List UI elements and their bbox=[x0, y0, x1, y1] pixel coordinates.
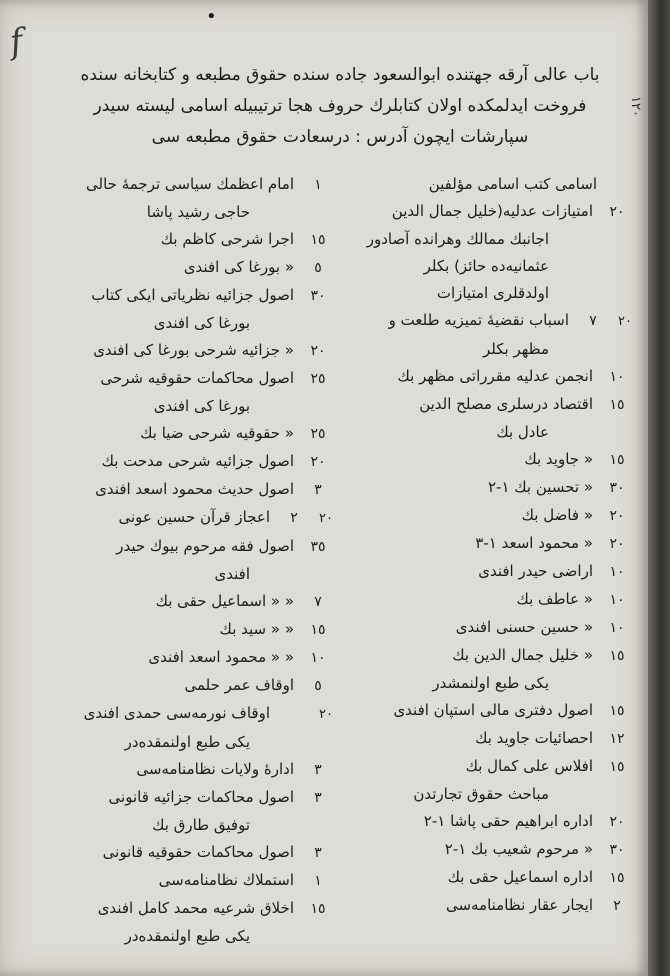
book-entry-row bbox=[312, 669, 637, 696]
book-entry-text: « فاضل بك bbox=[521, 506, 593, 524]
book-entry-text: امتیازات عدلیه(خلیل جمال الدین bbox=[391, 202, 593, 220]
price-number: ٣٥ bbox=[310, 539, 326, 555]
book-entry-row bbox=[38, 309, 338, 336]
price-number: ١٠ bbox=[609, 620, 625, 636]
book-entry-text: اصول محاکمات حقوقیه قانونی bbox=[102, 843, 294, 861]
book-entry-text: بورغا کی افندی bbox=[153, 314, 250, 332]
book-entry-text: استملاك نظامنامه‌سی bbox=[158, 871, 294, 889]
book-entry-text: « بورغا کی افندی bbox=[183, 258, 294, 276]
book-entry-row bbox=[38, 615, 338, 643]
book-entry-row bbox=[312, 891, 637, 919]
book-entry-text: اقتصاد درسلری مصلح الدین bbox=[419, 395, 593, 413]
book-entry-row bbox=[38, 671, 338, 699]
price-number: ١٢ bbox=[609, 731, 625, 747]
price-number: ٥ bbox=[314, 678, 322, 694]
book-entry-text: انجمن عدلیه مقرراتی مظهر بك bbox=[397, 367, 593, 385]
book-entry-text: اجرا شرحی کاظم بك bbox=[160, 230, 294, 248]
column-heading-text: اسامی کتب اسامی مؤلفین bbox=[428, 175, 597, 193]
left-book-column bbox=[38, 170, 338, 949]
book-entry-text: اداره اسماعیل حقی بك bbox=[447, 868, 593, 886]
book-entry-text: « حقوقیه شرحی ضیا بك bbox=[140, 424, 294, 442]
book-entry-row bbox=[38, 364, 338, 392]
book-entry-row bbox=[312, 724, 637, 752]
book-entry-text: یکی طبع اولنمقده‌در bbox=[124, 927, 250, 945]
price-number: ١٥ bbox=[609, 648, 625, 664]
book-entry-text: « تحسین بك ١-٢ bbox=[487, 478, 593, 496]
book-entry-row bbox=[38, 587, 338, 615]
book-entry-row bbox=[38, 336, 338, 364]
price-number: ٣ bbox=[314, 790, 322, 806]
header-line: باب عالی آرقه جهتنده ابوالسعود جاده سنده حقوق مطبعه و کتابخانه سنده bbox=[80, 65, 600, 85]
book-entry-text: اوقاف نورمه‌سی حمدی افندی bbox=[83, 704, 270, 722]
price-number: ٥ bbox=[314, 260, 322, 276]
price-number: ١٠ bbox=[609, 369, 625, 385]
book-entry-text: اصول فقه مرحوم بیوك حیدر bbox=[116, 537, 294, 555]
price-number: ٧ bbox=[314, 594, 322, 610]
book-entry-text: « عاطف بك bbox=[516, 590, 593, 608]
book-entry-text: ادارهٔ ولایات نظامنامه‌سی bbox=[136, 760, 294, 778]
header-line: فروخت ایدلمکده اولان کتابلرك حروف هجا ترتیبیله اسامی لیسته سیدر bbox=[93, 96, 587, 116]
book-entry-row bbox=[312, 752, 637, 780]
book-entry-row bbox=[312, 557, 637, 585]
book-entry-text: « « اسماعیل حقی بك bbox=[155, 592, 294, 610]
book-entry-text: مباحث حقوق تجارتدن bbox=[413, 785, 549, 803]
price-number: ١٥ bbox=[310, 622, 326, 638]
book-entry-row bbox=[312, 835, 637, 863]
book-entry-text: حاجی رشید پاشا bbox=[146, 203, 250, 221]
price-number: ٢٠ bbox=[609, 204, 625, 220]
book-entry-row bbox=[312, 696, 637, 724]
book-entry-row bbox=[38, 503, 338, 532]
book-entry-row bbox=[38, 755, 338, 783]
price-number: ٣٠ bbox=[310, 288, 326, 304]
book-entry-row bbox=[312, 585, 637, 613]
book-entry-row bbox=[312, 780, 637, 807]
book-entry-text: « محمود اسعد ١-٣ bbox=[475, 534, 593, 552]
book-entry-row bbox=[38, 447, 338, 475]
book-entry-row bbox=[312, 225, 637, 252]
book-entry-text: اصول دفتری مالی استپان افندی bbox=[393, 701, 593, 719]
book-entry-text: اعجاز قرآن حسین عونی bbox=[118, 508, 270, 526]
book-entry-row bbox=[312, 335, 637, 362]
book-entry-row bbox=[38, 475, 338, 503]
book-entry-text: « مرحوم شعیب بك ١-٢ bbox=[444, 840, 593, 858]
price-number: ١٠ bbox=[310, 650, 326, 666]
price-number: ٣ bbox=[314, 482, 322, 498]
book-entry-text: بورغا کی افندی bbox=[153, 397, 250, 415]
price-number: ٢٥ bbox=[310, 371, 326, 387]
book-entry-text: « « سید بك bbox=[219, 620, 294, 638]
book-entry-row bbox=[312, 473, 637, 501]
book-entry-text: « حسین حسنی افندی bbox=[455, 618, 593, 636]
book-entry-row bbox=[38, 532, 338, 560]
book-entry-row bbox=[312, 445, 637, 473]
price-number: ٢٠ bbox=[310, 343, 326, 359]
book-entry-row bbox=[38, 866, 338, 894]
book-entry-row bbox=[38, 699, 338, 728]
book-entry-row bbox=[38, 253, 338, 281]
column-heading bbox=[312, 170, 637, 197]
price-number: ٣٠ bbox=[609, 842, 625, 858]
book-entry-text: احصائیات جاوید بك bbox=[475, 729, 593, 747]
price-number: ١ bbox=[314, 177, 322, 193]
price-number: ٢ bbox=[290, 510, 298, 526]
ink-dot: • bbox=[206, 6, 217, 27]
price-number: ٢٠ bbox=[310, 454, 326, 470]
book-entry-text: ایجار عقار نظامنامه‌سی bbox=[445, 896, 593, 914]
secondary-number: ٢٠ bbox=[319, 707, 333, 722]
book-entry-text: عادل بك bbox=[496, 423, 549, 441]
book-entry-text: توفیق طارق بك bbox=[152, 816, 250, 834]
book-entry-text: یکی طبع اولنمشدر bbox=[432, 674, 549, 692]
book-entry-row bbox=[38, 811, 338, 838]
book-entry-text: اصول محاکمات جزائیه قانونی bbox=[108, 788, 294, 806]
price-number: ٣ bbox=[314, 845, 322, 861]
right-book-column bbox=[312, 170, 637, 919]
book-entry-text: عثمانیه‌ده حائز) بکلر bbox=[423, 257, 549, 275]
header-line: سپارشات ایچون آدرس : درسعادت حقوق مطبعه سی bbox=[151, 127, 529, 147]
price-number: ٢٠ bbox=[609, 814, 625, 830]
book-entry-row bbox=[38, 419, 338, 447]
price-number: ١٥ bbox=[310, 232, 326, 248]
price-number: ٣٠ bbox=[609, 480, 625, 496]
book-entry-row bbox=[312, 279, 637, 306]
book-entry-text: اوقاف عمر حلمی bbox=[184, 676, 294, 694]
book-entry-text: « « محمود اسعد افندی bbox=[148, 648, 294, 666]
book-entry-text: اصول جزائیه نظریاتی ایکی کتاب bbox=[91, 286, 294, 304]
secondary-number: ٢٠ bbox=[319, 511, 333, 526]
book-entry-row bbox=[38, 728, 338, 755]
book-entry-row bbox=[312, 306, 637, 335]
book-entry-row bbox=[312, 529, 637, 557]
book-entry-row bbox=[38, 894, 338, 922]
folio-mark: f bbox=[7, 21, 26, 63]
book-entry-row bbox=[38, 838, 338, 866]
book-entry-text: اخلاق شرعیه محمد کامل افندی bbox=[97, 899, 294, 917]
price-number: ١٥ bbox=[609, 397, 625, 413]
book-spine bbox=[648, 0, 670, 976]
price-number: ١٥ bbox=[609, 759, 625, 775]
book-entry-text: « جاوید بك bbox=[524, 450, 593, 468]
price-number: ١٥ bbox=[310, 901, 326, 917]
book-entry-row bbox=[312, 362, 637, 390]
price-number: ١٥ bbox=[609, 870, 625, 886]
book-entry-row bbox=[38, 198, 338, 225]
book-entry-row bbox=[38, 643, 338, 671]
book-entry-text: افندی bbox=[214, 565, 250, 583]
book-entry-text: اولدقلری امتیازات bbox=[436, 284, 549, 302]
book-entry-row bbox=[38, 225, 338, 253]
book-entry-row bbox=[312, 197, 637, 225]
book-entry-text: اصول جزائیه شرحی مدحت بك bbox=[101, 452, 294, 470]
price-number: ١٠ bbox=[609, 592, 625, 608]
book-entry-row bbox=[312, 418, 637, 445]
price-number: ٢٠ bbox=[609, 508, 625, 524]
book-entry-text: امام اعظمك سیاسی ترجمهٔ حالی bbox=[86, 175, 294, 193]
price-number: ١٠ bbox=[609, 564, 625, 580]
book-entry-text: یکی طبع اولنمقده‌در bbox=[124, 733, 250, 751]
book-entry-row bbox=[312, 641, 637, 669]
secondary-number: ٢٠ bbox=[618, 314, 632, 329]
book-entry-text: « جزائیه شرحی بورغا کی افندی bbox=[93, 341, 294, 359]
price-number: ٧ bbox=[589, 313, 597, 329]
book-entry-text: « خلیل جمال الدین بك bbox=[452, 646, 593, 664]
price-number: ٣ bbox=[314, 762, 322, 778]
book-entry-text: اداره ابراهیم حقی پاشا ١-٢ bbox=[423, 812, 593, 830]
edge-note: ۱۲۰ bbox=[628, 96, 643, 117]
price-number: ٢ bbox=[613, 898, 621, 914]
book-entry-text: اراضی حیدر افندی bbox=[478, 562, 593, 580]
book-entry-row bbox=[312, 863, 637, 891]
book-entry-text: اسباب نقضیهٔ تمیزیه طلعت و bbox=[388, 311, 569, 329]
price-number: ١٥ bbox=[609, 703, 625, 719]
book-entry-row bbox=[38, 922, 338, 949]
book-entry-row bbox=[38, 392, 338, 419]
book-entry-row bbox=[38, 783, 338, 811]
price-number: ٢٠ bbox=[609, 536, 625, 552]
book-entry-row bbox=[312, 613, 637, 641]
book-entry-row bbox=[312, 390, 637, 418]
book-entry-text: اصول حدیث محمود اسعد افندی bbox=[95, 480, 294, 498]
book-entry-row bbox=[38, 281, 338, 309]
book-entry-row bbox=[312, 807, 637, 835]
book-entry-text: افلاس علی کمال بك bbox=[465, 757, 593, 775]
book-entry-row bbox=[312, 501, 637, 529]
book-entry-text: اجانبك ممالك وهرانده آصادور bbox=[366, 230, 549, 248]
book-entry-text: اصول محاکمات حقوقیه شرحی bbox=[100, 369, 294, 387]
price-number: ٢٥ bbox=[310, 426, 326, 442]
book-entry-row bbox=[38, 560, 338, 587]
book-entry-row bbox=[38, 170, 338, 198]
price-number: ١٥ bbox=[609, 452, 625, 468]
page-header bbox=[70, 60, 610, 153]
book-entry-row bbox=[312, 252, 637, 279]
book-entry-text: مظهر بکلر bbox=[483, 340, 549, 358]
price-number: ١ bbox=[314, 873, 322, 889]
